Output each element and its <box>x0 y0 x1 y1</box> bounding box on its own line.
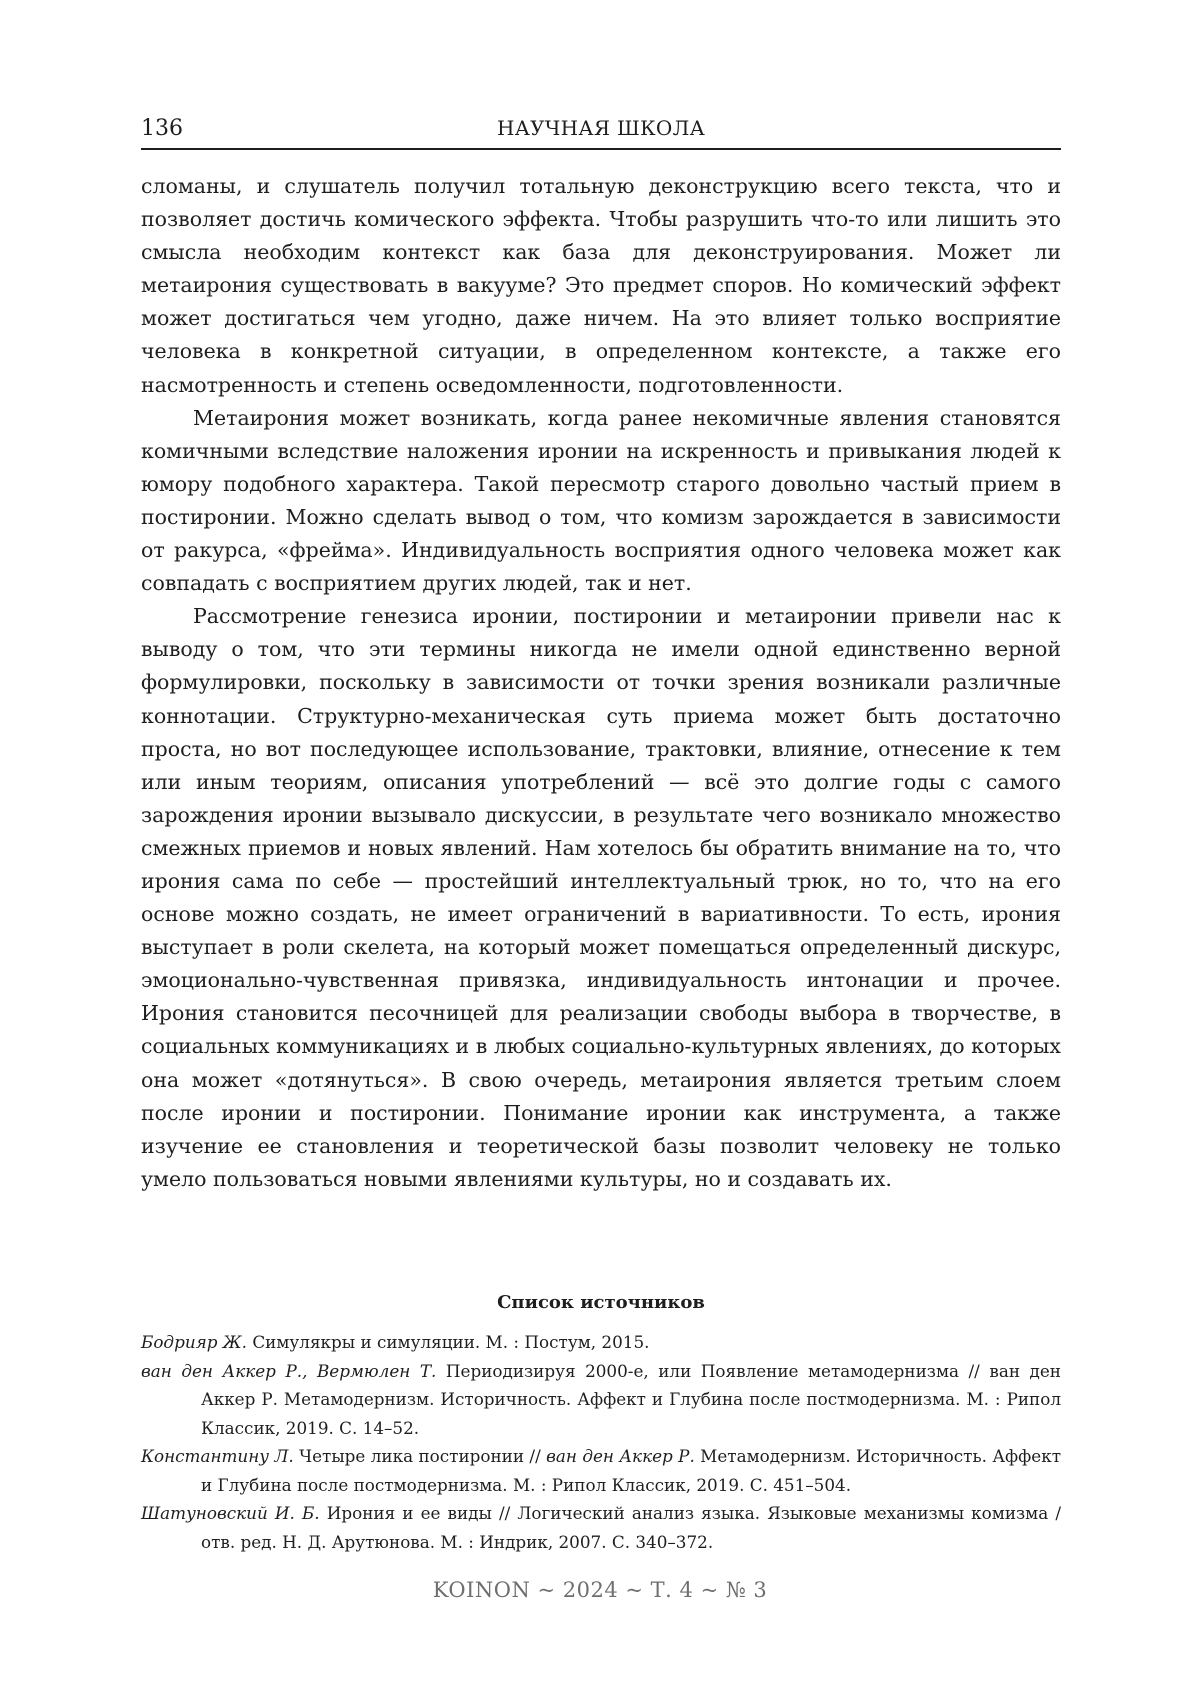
reference-author: Бодрияр Ж. <box>141 1332 247 1352</box>
reference-author: ван ден Аккер Р. <box>546 1446 695 1466</box>
paragraph-2: Метаирония может возникать, когда ранее некомичные явления становятся комичными вследствие наложения иронии на искренность и привыкания людей к юмору подобного характера. Такой пересмотр старого довольно частый прием в постиронии. Можно сделать вывод о том, что комизм зарождается в зависимости от ракурса, «фрейма». Индивидуальность восприятия одного человека может как совпадать с восприятием других людей, так и нет. <box>141 402 1061 601</box>
running-title: НАУЧНАЯ ШКОЛА <box>141 116 1061 140</box>
reference-item <box>141 1328 1061 1357</box>
paragraph-1: сломаны, и слушатель получил тотальную деконструкцию всего текста, что и позволяет достичь комического эффекта. Чтобы разрушить что-то или лишить это смысла необходим контекст как база для деконструирования. Может ли метаирония существовать в вакууме? Это предмет споров. Но комический эффект может достигаться чем угодно, даже ничем. На это влияет только восприятие человека в конкретной ситуации, в определенном контексте, а также его насмотренность и степень осведомленности, подготовленности. <box>141 170 1061 402</box>
page-header <box>141 112 1061 150</box>
paragraph-3: Рассмотрение генезиса иронии, постиронии и метаиронии привели нас к выводу о том, что эти термины никогда не имели одной единственно верной формулировки, поскольку в зависимости от точки зрения возникали различные коннотации. Структурно-механическая суть приема может быть достаточно проста, но вот последующее использование, трактовки, влияние, отнесение к тем или иным теориям, описания употреблений — всё это долгие годы с самого зарождения иронии вызывало дискуссии, в результате чего возникало множество смежных приемов и новых явлений. Нам хотелось бы обратить внимание на то, что ирония сама по себе — простейший интеллектуальный трюк, но то, что на его основе можно создать, не имеет ограничений в вариативности. То есть, ирония выступает в роли скелета, на который может помещаться определенный дискурс, эмоционально-чувственная привязка, индивидуальность интонации и прочее. Ирония становится песочницей для реализации свободы выбора в творчестве, в социальных коммуникациях и в любых социально-культурных явлениях, до которых она может «дотянуться». В свою очередь, метаирония является третьим слоем после иронии и постиронии. Понимание иронии как инструмента, а также изучение ее становления и теоретической базы позволит человеку не только умело пользоваться новыми явлениями культуры, но и создавать их. <box>141 600 1061 1196</box>
reference-author: ван ден Аккер Р., Вермюлен Т. <box>141 1361 436 1381</box>
reference-text: Периодизируя 2000-е, или Появление метамодернизма // ван ден Аккер Р. Метамодернизм. Историчность. Аффект и Глубина после постмодернизма. М. : Рипол Классик, 2019. С. 14–52. <box>201 1361 1061 1438</box>
reference-text: Четыре лика постиронии // <box>294 1446 546 1466</box>
references-list <box>141 1328 1061 1556</box>
reference-author: Шатуновский И. Б. <box>141 1503 320 1523</box>
page-number: 136 <box>141 116 183 141</box>
references-heading: Список источников <box>141 1292 1061 1313</box>
reference-author: Константину Л. <box>141 1446 294 1466</box>
article-body <box>141 170 1061 1196</box>
journal-footer: KOINON ~ 2024 ~ Т. 4 ~ № 3 <box>0 1578 1200 1602</box>
reference-item <box>141 1442 1061 1499</box>
reference-text: Ирония и ее виды // Логический анализ языка. Языковые механизмы комизма / отв. ред. Н. Д. Арутюнова. М. : Индрик, 2007. С. 340–372. <box>201 1503 1061 1552</box>
reference-item <box>141 1499 1061 1556</box>
reference-text: Метамодернизм. Историчность. Аффект и Глубина после постмодернизма. М. : Рипол Классик, 2019. С. 451–504. <box>201 1446 1061 1495</box>
reference-text: Симулякры и симуляции. М. : Постум, 2015. <box>247 1332 649 1352</box>
reference-item <box>141 1357 1061 1443</box>
